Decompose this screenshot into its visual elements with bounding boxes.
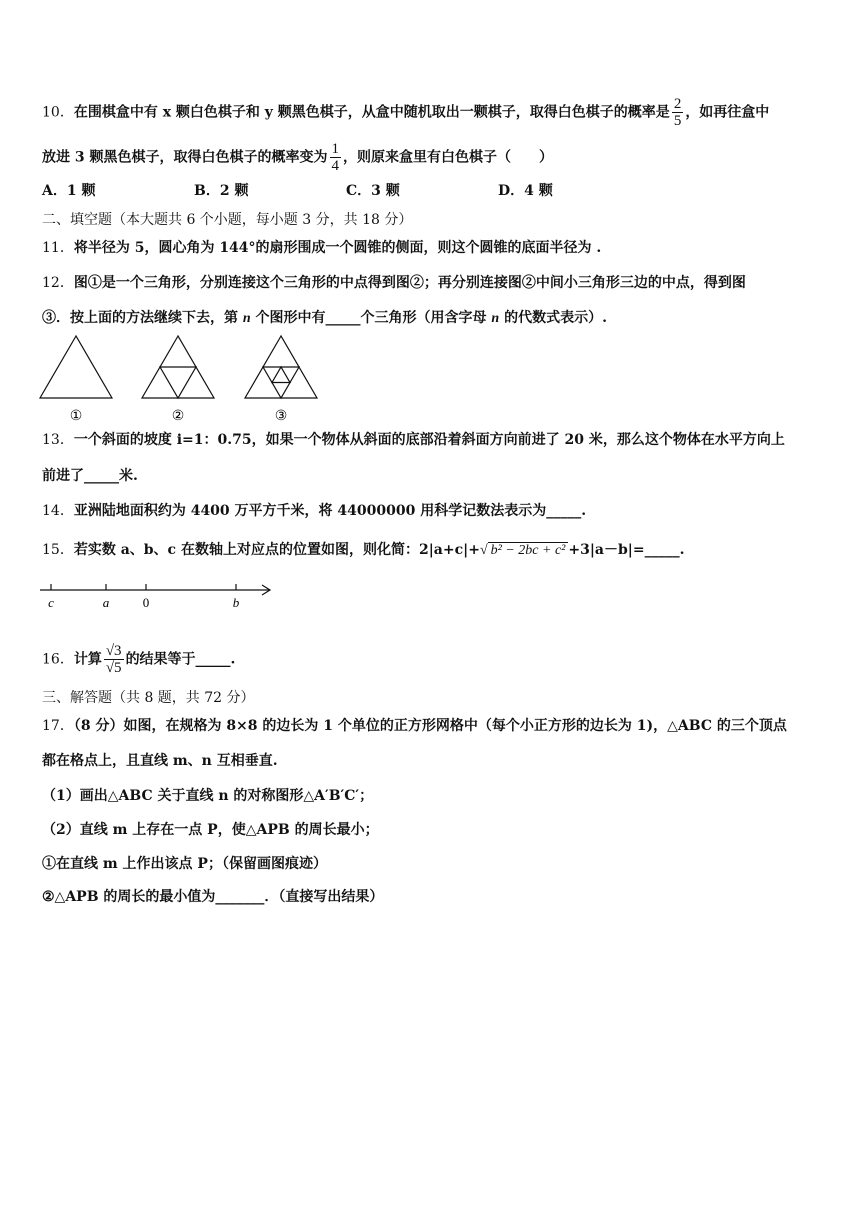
q17-sub1: ①在直线 m 上作出该点 P；（保留画图痕迹） <box>42 856 327 872</box>
q12-line2 <box>42 308 607 329</box>
q12-text-1: 图①是一个三角形，分别连接这个三角形的中点得到图②；再分别连接图②中间小三角形三边的中点，得到图 <box>73 275 746 291</box>
q12-var-n-1: n <box>242 311 251 326</box>
q16-fraction <box>104 643 124 676</box>
q15-sqrt: √ b² − 2bc + c² <box>480 541 568 561</box>
q16-text-a: 计算 <box>73 651 102 668</box>
figure-3-label: ③ <box>274 409 288 424</box>
q10-frac2-denominator: 4 <box>331 158 339 174</box>
axis-label-b: b <box>232 595 240 610</box>
figure-1-label: ① <box>69 409 83 424</box>
q14-text: 亚洲陆地面积约为 4400 万平方千米，将 44000000 用科学记数法表示为_____. <box>73 503 587 519</box>
q12-text-2a: ③．按上面的方法继续下去，第 <box>42 310 243 326</box>
figure-2-label: ② <box>171 409 185 424</box>
q15-radicand: b² − 2bc + c² <box>488 542 569 558</box>
q17-part2: （2）直线 m 上存在一点 P，使△APB 的周长最小； <box>42 822 379 838</box>
q15-number: 15． <box>42 542 74 558</box>
q10-option-b: B．2 颗 <box>194 183 249 199</box>
q13-number: 13． <box>42 432 74 448</box>
q10-option-c: C．3 颗 <box>346 183 400 199</box>
q17-sub2: ②△APB 的周长的最小值为_______．（直接写出结果） <box>42 889 384 905</box>
q11-number: 11． <box>42 240 74 256</box>
figure-3 <box>245 336 317 398</box>
q10-number: 10． <box>42 104 74 121</box>
q10-option-d: D．4 颗 <box>498 183 553 199</box>
q10-option-a: A．1 颗 <box>42 183 96 199</box>
q10-options <box>42 181 650 201</box>
q10-line1 <box>42 96 769 129</box>
q12-text-2c: 的代数式表示）. <box>499 310 607 326</box>
q15-number-line <box>38 578 274 612</box>
q10-text-1b: ，如再往盒中 <box>685 104 770 121</box>
q12-text-2b: 个图形中有_____个三角形（用含字母 <box>250 310 492 326</box>
axis-label-c: c <box>48 595 54 610</box>
q10-line2 <box>42 141 553 174</box>
q11 <box>42 238 601 258</box>
q15-text-b: +3|a－b|=_____. <box>568 542 685 558</box>
q10-text-2b: ，则原来盒里有白色棋子（ ） <box>343 149 553 166</box>
q12-number: 12． <box>42 275 74 291</box>
q16 <box>42 643 235 676</box>
q17-line2: 都在格点上，且直线 m、n 互相垂直. <box>42 753 278 769</box>
q10-text-1a: 在围棋盒中有 x 颗白色棋子和 y 颗黑色棋子，从盒中随机取出一颗棋子，取得白色棋子的概率是 <box>73 104 670 121</box>
q16-number: 16． <box>42 651 74 668</box>
section3-heading: 三、解答题（共 8 题，共 72 分） <box>42 690 255 706</box>
q10-frac1-denominator: 5 <box>673 113 682 129</box>
q14-number: 14． <box>42 503 74 519</box>
figure-2 <box>142 336 214 398</box>
q11-text: 将半径为 5，圆心角为 144°的扇形围成一个圆锥的侧面，则这个圆锥的底面半径为 . <box>73 240 602 256</box>
q10-frac1-numerator: 2 <box>673 96 682 112</box>
q10-fraction-2 <box>330 141 342 174</box>
axis-label-0: 0 <box>142 595 150 610</box>
q17-number: 17． <box>42 718 74 734</box>
q14 <box>42 501 586 521</box>
q17-part1: （1）画出△ABC 关于直线 n 的对称图形△A′B′C′； <box>42 788 374 804</box>
q13-text-1: 一个斜面的坡度 i=1：0.75，如果一个物体从斜面的底部沿着斜面方向前进了 20 米，那么这个物体在水平方向上 <box>73 432 785 448</box>
q17-line1 <box>42 716 787 736</box>
q16-frac-numerator: √3 <box>105 643 122 659</box>
q17-text-1: （8 分）如图，在规格为 8×8 的边长为 1 个单位的正方形网格中（每个小正方形的边长为 1)，△ABC 的三个顶点 <box>73 718 787 734</box>
q12-line1 <box>42 273 746 293</box>
q12-triangle-figures <box>36 334 336 426</box>
figure-1 <box>40 336 112 398</box>
q16-text-b: 的结果等于_____. <box>125 651 236 668</box>
section2-heading: 二、填空题（本大题共 6 个小题，每小题 3 分，共 18 分） <box>42 212 413 228</box>
q10-text-2a: 放进 3 颗黑色棋子，取得白色棋子的概率变为 <box>42 149 328 166</box>
axis-label-a: a <box>102 595 110 610</box>
q10-fraction-1 <box>672 96 684 129</box>
q12-var-n-2: n <box>491 311 500 326</box>
q13-line2: 前进了_____米. <box>42 468 138 484</box>
q15-text-a: 若实数 a、b、c 在数轴上对应点的位置如图，则化简：2|a+c|+ <box>73 542 480 558</box>
q10-frac2-numerator: 1 <box>331 141 339 157</box>
q13-line1 <box>42 430 785 450</box>
q16-frac-denominator: √5 <box>105 660 122 676</box>
q15 <box>42 540 684 561</box>
